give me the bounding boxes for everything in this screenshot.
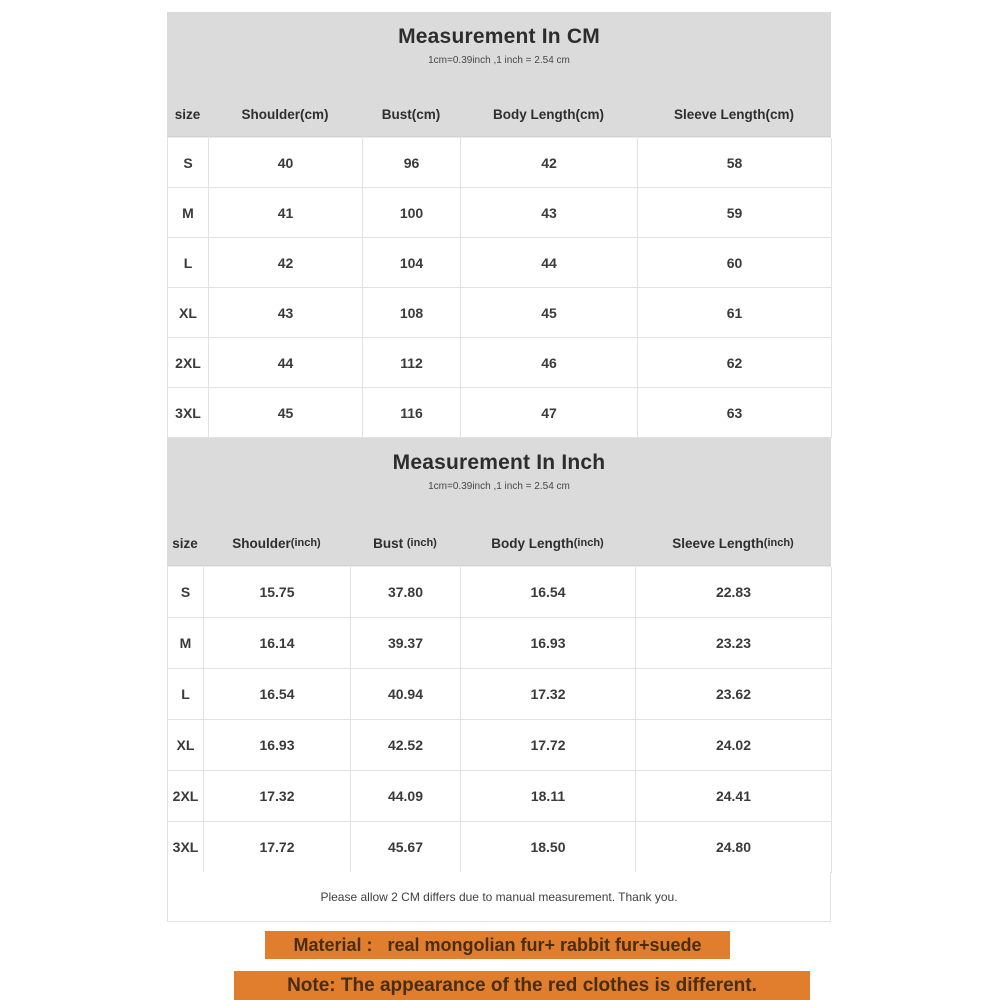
cell-shoulder: 40: [209, 138, 363, 188]
cell-shoulder: 16.93: [204, 720, 351, 771]
header-label: Bust: [373, 535, 407, 551]
header-label: Body Length: [491, 535, 574, 551]
cell-sleeve-length: 24.80: [636, 822, 832, 873]
cell-size: 3XL: [168, 388, 209, 438]
inch-table-subtitle: 1cm=0.39inch ,1 inch = 2.54 cm: [428, 481, 570, 492]
cell-body-length: 42: [461, 138, 638, 188]
header-unit: (inch): [406, 537, 437, 549]
header-label: Sleeve Length: [672, 535, 764, 551]
cell-sleeve-length: 24.41: [636, 771, 832, 822]
cell-sleeve-length: 24.02: [636, 720, 832, 771]
cell-size: XL: [168, 288, 209, 338]
cell-size: 2XL: [168, 338, 209, 388]
cm-table-header: [167, 12, 831, 137]
table-row: [168, 338, 831, 388]
cell-bust: 40.94: [351, 669, 461, 720]
cell-body-length: 18.11: [461, 771, 636, 822]
cm-column-header-shoulder: Shoulder(cm): [241, 106, 329, 122]
cell-body-length: 17.32: [461, 669, 636, 720]
table-row: [168, 567, 831, 618]
cell-size: M: [168, 618, 204, 669]
cell-body-length: 43: [461, 188, 638, 238]
cm-measurement-table: [167, 12, 831, 438]
cell-shoulder: 15.75: [204, 567, 351, 618]
measurement-tolerance-note: Please allow 2 CM differs due to manual measurement. Thank you.: [167, 872, 831, 922]
cm-table-title: Measurement In CM: [398, 25, 600, 48]
cell-body-length: 46: [461, 338, 638, 388]
cell-body-length: 16.93: [461, 618, 636, 669]
cell-shoulder: 17.72: [204, 822, 351, 873]
header-unit: (inch): [573, 537, 604, 549]
cell-size: L: [168, 669, 204, 720]
appearance-note-bar: Note: The appearance of the red clothes is different.: [234, 971, 810, 1000]
cell-bust: 42.52: [351, 720, 461, 771]
cell-sleeve-length: 63: [638, 388, 832, 438]
cm-table-subtitle: 1cm=0.39inch ,1 inch = 2.54 cm: [428, 55, 570, 66]
cell-size: L: [168, 238, 209, 288]
cell-body-length: 18.50: [461, 822, 636, 873]
inch-column-header-size: [167, 521, 203, 565]
inch-column-header-shoulder: [203, 521, 350, 565]
table-row: [168, 822, 831, 873]
cell-bust: 96: [363, 138, 461, 188]
table-row: [168, 771, 831, 822]
table-row: [168, 388, 831, 438]
cell-bust: 37.80: [351, 567, 461, 618]
cell-bust: 104: [363, 238, 461, 288]
cm-column-header-body-length: Body Length(cm): [493, 106, 604, 122]
cell-sleeve-length: 61: [638, 288, 832, 338]
cell-sleeve-length: 59: [638, 188, 832, 238]
cell-bust: 108: [363, 288, 461, 338]
table-row: [168, 618, 831, 669]
cell-shoulder: 44: [209, 338, 363, 388]
inch-table-title: Measurement In Inch: [392, 451, 606, 474]
cell-body-length: 45: [461, 288, 638, 338]
header-label: size: [172, 535, 198, 551]
table-row: [168, 238, 831, 288]
cell-bust: 44.09: [351, 771, 461, 822]
cell-bust: 100: [363, 188, 461, 238]
cell-body-length: 47: [461, 388, 638, 438]
cell-sleeve-length: 60: [638, 238, 832, 288]
header-label: Shoulder: [232, 535, 291, 551]
cm-column-header-size: size: [174, 106, 201, 122]
cell-body-length: 44: [461, 238, 638, 288]
inch-column-header-bust: [350, 521, 460, 565]
cell-bust: 39.37: [351, 618, 461, 669]
cell-size: S: [168, 138, 209, 188]
cell-shoulder: 16.54: [204, 669, 351, 720]
cell-body-length: 17.72: [461, 720, 636, 771]
inch-column-header-body-length: [460, 521, 635, 565]
material-highlight-bar: Material : real mongolian fur+ rabbit fur+suede: [265, 931, 730, 959]
table-row: [168, 669, 831, 720]
cell-shoulder: 42: [209, 238, 363, 288]
cm-column-header-bust: Bust(cm): [381, 106, 441, 122]
table-row: [168, 138, 831, 188]
cell-shoulder: 43: [209, 288, 363, 338]
cm-table-body: [167, 137, 831, 438]
table-row: [168, 188, 831, 238]
header-unit: (inch): [290, 537, 321, 549]
inch-column-header-row: [167, 521, 831, 565]
header-unit: (inch): [763, 537, 794, 549]
table-row: [168, 720, 831, 771]
cell-sleeve-length: 62: [638, 338, 832, 388]
inch-column-header-sleeve-length: [635, 521, 831, 565]
cm-column-header-sleeve-length: Sleeve Length(cm): [673, 106, 795, 122]
cell-shoulder: 41: [209, 188, 363, 238]
cell-size: S: [168, 567, 204, 618]
cell-shoulder: 16.14: [204, 618, 351, 669]
inch-table-body: [167, 566, 831, 873]
cell-sleeve-length: 22.83: [636, 567, 832, 618]
cell-bust: 45.67: [351, 822, 461, 873]
inch-table-header: [167, 438, 831, 566]
cm-column-header-row: [167, 92, 831, 136]
cell-bust: 116: [363, 388, 461, 438]
cell-shoulder: 45: [209, 388, 363, 438]
table-row: [168, 288, 831, 338]
cell-size: XL: [168, 720, 204, 771]
cell-sleeve-length: 23.23: [636, 618, 832, 669]
cell-size: M: [168, 188, 209, 238]
cell-sleeve-length: 23.62: [636, 669, 832, 720]
cell-sleeve-length: 58: [638, 138, 832, 188]
cell-size: 3XL: [168, 822, 204, 873]
cell-shoulder: 17.32: [204, 771, 351, 822]
cell-bust: 112: [363, 338, 461, 388]
cell-body-length: 16.54: [461, 567, 636, 618]
inch-measurement-table: [167, 438, 831, 873]
cell-size: 2XL: [168, 771, 204, 822]
